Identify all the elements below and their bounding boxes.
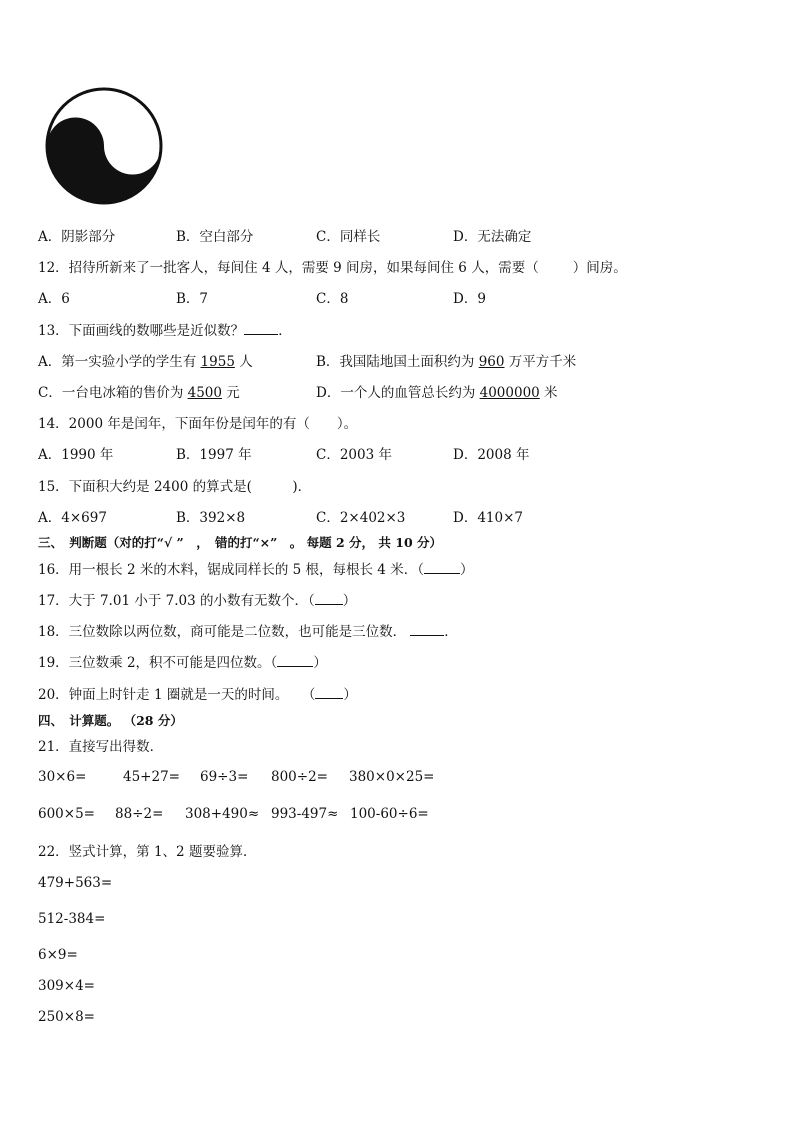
- q13-option-b-number: 960: [478, 354, 505, 370]
- q19: [38, 654, 327, 672]
- section-4-heading: 四、 计算题。 （28 分）: [38, 713, 183, 728]
- q21-row1-item-3: 69÷3=: [200, 769, 249, 785]
- q12-stem-end: ）间房。: [572, 260, 627, 276]
- q22-item-5: 250×8=: [38, 1009, 95, 1025]
- q19-answer-blank: [277, 654, 313, 667]
- q13-stem: [38, 322, 292, 340]
- q15-option-d: D．410×7: [453, 510, 523, 526]
- q13-answer-blank: [244, 322, 278, 335]
- q11-option-a: A．阴影部分: [38, 229, 116, 245]
- q13-option-b-unit: 万平方千米: [504, 354, 577, 370]
- q17-text: 17．大于 7.01 小于 7.03 的小数有无数个．（: [38, 593, 315, 609]
- q20-text: 20．钟面上时针走 1 圈就是一天的时间。 （: [38, 687, 316, 703]
- q12-stem-text: 12．招待所新来了一批客人，每间住 4 人，需要 9 间房，如果每间住 6 人，需要（: [38, 260, 539, 276]
- q17-answer-blank: [315, 592, 343, 605]
- q13-option-c-number: 4500: [187, 385, 222, 401]
- q21-row1-item-2: 45+27=: [123, 769, 180, 785]
- q13-option-c: [38, 384, 240, 402]
- q21-stem: 21．直接写出得数．: [38, 739, 164, 755]
- q13-option-a-text: A．第一实验小学的学生有: [38, 354, 201, 370]
- q18-answer-blank: [410, 623, 444, 636]
- q13-stem-end: ．: [278, 323, 292, 339]
- q11-option-d: D．无法确定: [453, 229, 532, 245]
- q21-row2-item-4: 993-497≈: [271, 806, 339, 822]
- q20-answer-blank: [315, 686, 343, 699]
- q22-item-4: 309×4=: [38, 978, 95, 994]
- q18-text: 18．三位数除以两位数，商可能是二位数，也可能是三位数．: [38, 624, 407, 640]
- q15-option-c: C．2×402×3: [316, 510, 406, 526]
- q15-option-a: A．4×697: [38, 510, 107, 526]
- q17-end: ）: [342, 593, 357, 609]
- q22-item-1: 479+563=: [38, 875, 113, 891]
- q18: [38, 623, 458, 641]
- q11-option-c: C．同样长: [316, 229, 381, 245]
- q13-option-a: [38, 353, 253, 371]
- q13-option-b-text: B．我国陆地国土面积约为: [316, 354, 479, 370]
- q14-option-b: B．1997 年: [176, 447, 252, 463]
- q21-row1-item-4: 800÷2=: [271, 769, 328, 785]
- q22-item-3: 6×9=: [38, 947, 78, 963]
- q20-end: ）: [343, 687, 357, 703]
- q21-row2-item-5: 100-60÷6=: [350, 806, 429, 822]
- q13-option-a-number: 1955: [200, 354, 235, 370]
- q14-option-a: A．1990 年: [38, 447, 114, 463]
- q18-end: ．: [444, 624, 458, 640]
- q21-row2-item-3: 308+490≈: [185, 806, 260, 822]
- q13-option-d-number: 4000000: [479, 385, 540, 401]
- q21-row1-item-5: 380×0×25=: [349, 769, 435, 785]
- q22-stem: 22．竖式计算，第 1、2 题要验算．: [38, 844, 257, 860]
- q13-stem-text: 13．下面画线的数哪些是近似数？: [38, 323, 245, 339]
- q14-option-c: C．2003 年: [316, 447, 392, 463]
- yin-yang-figure: [44, 86, 164, 206]
- q15-stem: 15．下面积大约是 2400 的算式是( )．: [38, 479, 312, 495]
- q13-option-c-text: C．一台电冰箱的售价为: [38, 385, 188, 401]
- section-3-heading: 三、 判断题（对的打“√ ” ， 错的打“×” 。 每题 2 分， 共 10 分）: [38, 535, 443, 550]
- q11-option-b: B．空白部分: [176, 229, 254, 245]
- q14-option-d: D．2008 年: [453, 447, 530, 463]
- q19-text: 19．三位数乘 2，积不可能是四位数。（: [38, 655, 278, 671]
- q13-option-d-text: D．一个人的血管总长约为: [316, 385, 480, 401]
- q12-option-d: D．9: [453, 291, 486, 307]
- q16-text: 16．用一根长 2 米的木料，锯成同样长的 5 根，每根长 4 米．（: [38, 562, 424, 578]
- q17: [38, 592, 356, 610]
- q14-stem: 14．2000 年是闰年，下面年份是闰年的有（ ）。: [38, 416, 358, 432]
- q21-row1-item-1: 30×6=: [38, 769, 87, 785]
- q22-item-2: 512-384=: [38, 911, 106, 927]
- q16-end: ）: [459, 562, 474, 578]
- q21-row2-item-2: 88÷2=: [115, 806, 164, 822]
- q12-stem: [38, 259, 627, 277]
- q13-option-c-unit: 元: [221, 385, 240, 401]
- q12-option-c: C．8: [316, 291, 349, 307]
- q12-option-b: B．7: [176, 291, 209, 307]
- q20: [38, 686, 357, 704]
- q13-option-d: [316, 384, 558, 402]
- q16-answer-blank: [424, 561, 460, 574]
- q19-end: ）: [313, 655, 327, 671]
- q16: [38, 561, 473, 579]
- q13-option-d-unit: 米: [539, 385, 558, 401]
- q21-row2-item-1: 600×5=: [38, 806, 95, 822]
- q13-option-a-unit: 人: [234, 354, 253, 370]
- q13-option-b: [316, 353, 576, 371]
- q15-option-b: B．392×8: [176, 510, 246, 526]
- q12-option-a: A．6: [38, 291, 70, 307]
